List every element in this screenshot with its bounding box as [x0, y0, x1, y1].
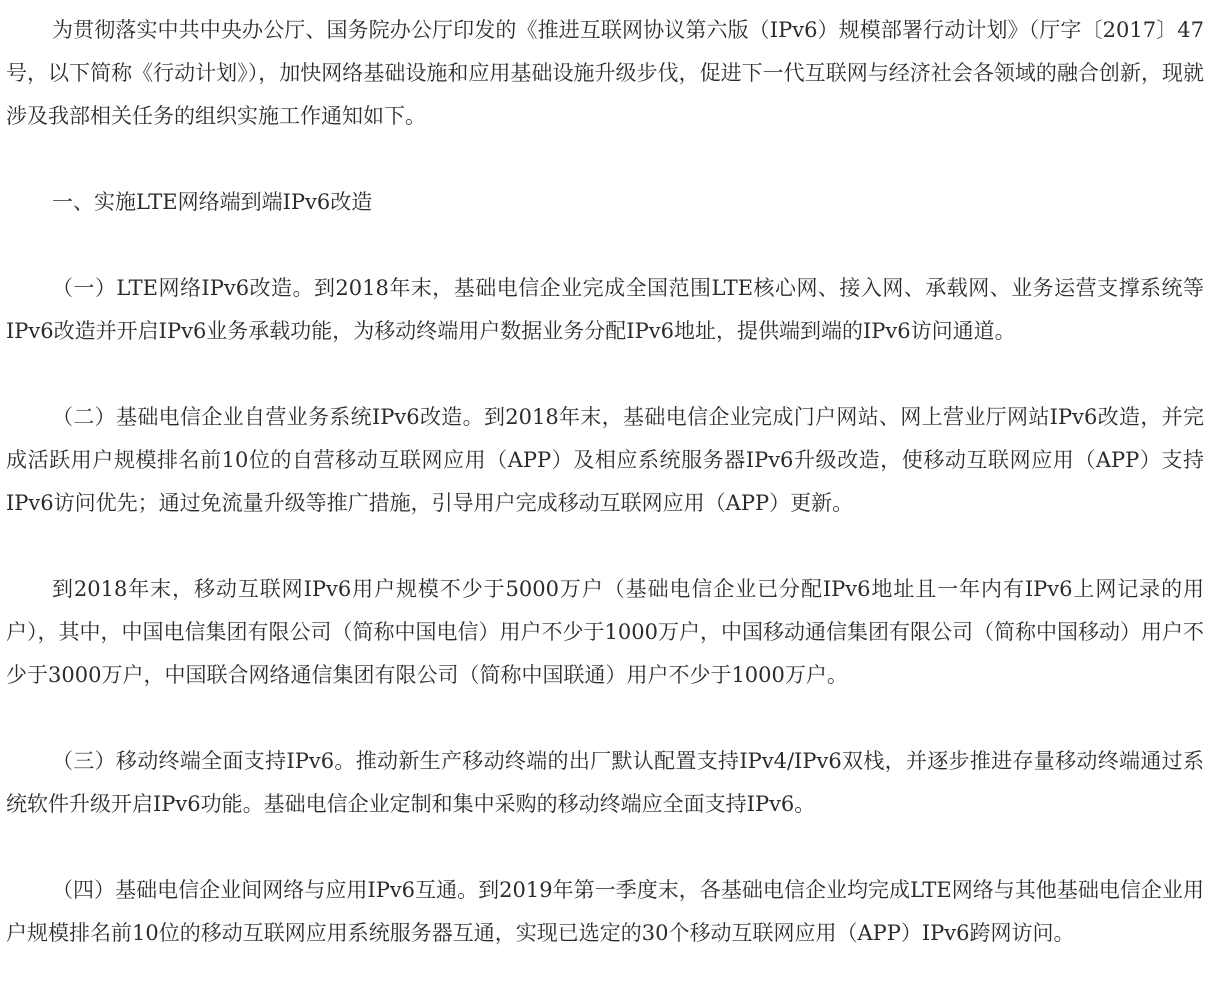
paragraph-spacer: [6, 525, 1204, 568]
paragraph-spacer: [6, 224, 1204, 267]
section-heading: 一、实施LTE网络端到端IPv6改造: [52, 190, 373, 214]
paragraph-spacer: [6, 353, 1204, 396]
user-target-paragraph: 到2018年末，移动互联网IPv6用户规模不少于5000万户（基础电信企业已分配IPv6地址且一年内有IPv6上网记录的用户），其中，中国电信集团有限公司（简称中国电信）用户不少于1000万户，中国移动通信集团有限公司（简称中国移动）用户不少于3000万户，中国联合网络通信集团有限公司（简称中国联通）用户不少于1000万户。: [6, 577, 1204, 687]
intro-paragraph: 为贯彻落实中共中央办公厅、国务院办公厅印发的《推进互联网协议第六版（IPv6）规模部署行动计划》（厅字〔2017〕47号，以下简称《行动计划》），加快网络基础设施和应用基础设施升级步伐，促进下一代互联网与经济社会各领域的融合创新，现就涉及我部相关任务的组织实施工作通知如下。: [6, 18, 1204, 128]
item-1-paragraph: （一）LTE网络IPv6改造。到2018年末，基础电信企业完成全国范围LTE核心网、接入网、承载网、业务运营支撑系统等IPv6改造并开启IPv6业务承载功能，为移动终端用户数据业务分配IPv6地址，提供端到端的IPv6访问通道。: [6, 276, 1204, 343]
paragraph-spacer: [6, 138, 1204, 181]
article-body: [6, 9, 1204, 955]
item-3-paragraph: （三）移动终端全面支持IPv6。推动新生产移动终端的出厂默认配置支持IPv4/IPv6双栈，并逐步推进存量移动终端通过系统软件升级开启IPv6功能。基础电信企业定制和集中采购的移动终端应全面支持IPv6。: [6, 749, 1204, 816]
paragraph-spacer: [6, 826, 1204, 869]
item-4-paragraph: （四）基础电信企业间网络与应用IPv6互通。到2019年第一季度末，各基础电信企业均完成LTE网络与其他基础电信企业用户规模排名前10位的移动互联网应用系统服务器互通，实现已选定的30个移动互联网应用（APP）IPv6跨网访问。: [6, 878, 1204, 945]
paragraph-spacer: [6, 697, 1204, 740]
item-2-paragraph: （二）基础电信企业自营业务系统IPv6改造。到2018年末，基础电信企业完成门户网站、网上营业厅网站IPv6改造，并完成活跃用户规模排名前10位的自营移动互联网应用（APP）及相应系统服务器IPv6升级改造，使移动互联网应用（APP）支持IPv6访问优先；通过免流量升级等推广措施，引导用户完成移动互联网应用（APP）更新。: [6, 405, 1204, 515]
